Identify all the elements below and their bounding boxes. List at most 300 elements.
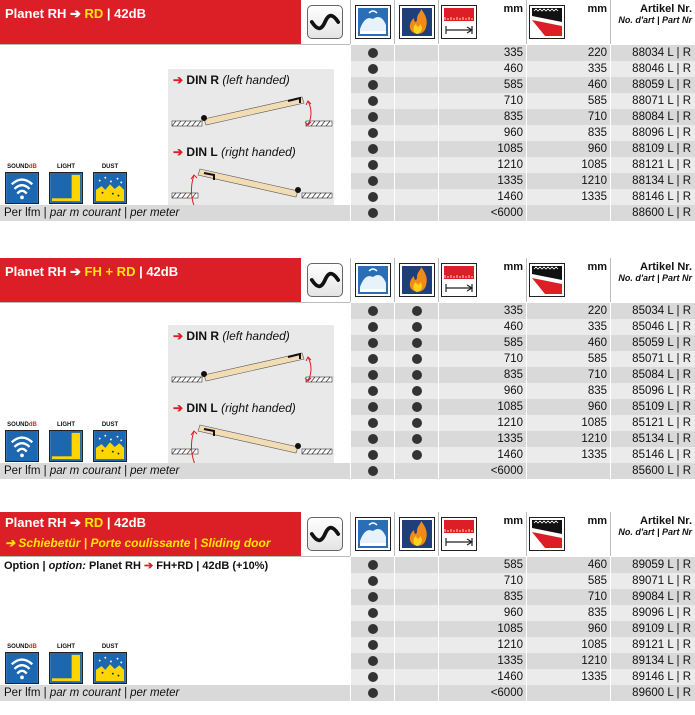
fire-availability-cell [394,189,438,205]
min-length-cell: 1335 [526,447,610,463]
table-row [350,77,695,93]
min-length-cell: 585 [526,93,610,109]
badge-dust-label: DUST [101,422,119,428]
table-row [350,447,695,463]
sound-availability-cell [350,303,394,319]
max-length-cell: <6000 [438,463,526,479]
max-length-cell: 960 [438,383,526,399]
min-length-cell: 220 [526,45,610,61]
badge-light-label: LIGHT [57,644,75,650]
article-number-cell: 88071 L | R [610,93,695,109]
availability-dot-icon [368,144,378,154]
article-number-cell: 85071 L | R [610,351,695,367]
fire-availability-cell [394,573,438,589]
fire-availability-cell [394,415,438,431]
sound-insulation-icon [355,517,391,551]
sound-wave-icon [5,430,39,462]
section-title [0,0,301,44]
per-meter-label-translated: par m courant | per meter [49,687,180,699]
article-label: Artikel Nr. [640,3,692,15]
title-model: Planet RH ➔ [5,264,85,279]
fire-availability-cell [394,383,438,399]
max-length-cell: 585 [438,557,526,573]
article-label: Artikel Nr. [640,261,692,273]
article-number-cell: 85059 L | R [610,335,695,351]
article-number-cell: 85046 L | R [610,319,695,335]
header-article [610,0,695,44]
availability-dot-icon [368,592,378,602]
max-length-cell: 1210 [438,637,526,653]
article-number-cell: 89109 L | R [610,621,695,637]
option-note [4,559,268,572]
header-mm-label: mm [587,261,607,273]
article-number-cell: 85146 L | R [610,447,695,463]
min-length-cell [526,463,610,479]
sound-availability-cell [350,141,394,157]
article-number-cell: 89059 L | R [610,557,695,573]
section-header [0,512,695,556]
max-length-cell: 835 [438,589,526,605]
min-length-cell: 460 [526,77,610,93]
min-length-cell: 460 [526,335,610,351]
fire-availability-cell [394,399,438,415]
availability-dot-icon [368,688,378,698]
fire-availability-cell [394,351,438,367]
badge-dust [93,643,127,689]
arrow-icon: ➔ [173,145,184,159]
max-length-cell: <6000 [438,685,526,701]
min-length-cell: 585 [526,351,610,367]
sound-availability-cell [350,621,394,637]
header-mm-label: mm [587,515,607,527]
table-row [350,303,695,319]
fire-availability-cell [394,605,438,621]
table-row [350,637,695,653]
max-length-cell: 1335 [438,653,526,669]
fire-availability-cell [394,93,438,109]
availability-dot-icon [368,338,378,348]
fire-availability-cell [394,685,438,701]
availability-dot-icon [368,450,378,460]
fire-availability-cell [394,669,438,685]
max-length-cell: 835 [438,109,526,125]
min-length-cell: 585 [526,573,610,589]
min-length-cell: 1210 [526,653,610,669]
article-number-cell: 88059 L | R [610,77,695,93]
fire-availability-cell [394,141,438,157]
table-row [350,109,695,125]
max-length-cell: 1085 [438,621,526,637]
article-number-cell: 88109 L | R [610,141,695,157]
max-length-cell: 1460 [438,189,526,205]
header-mm-a [438,512,526,556]
availability-dot-icon [368,96,378,106]
availability-dot-icon [368,402,378,412]
min-length-cell: 335 [526,61,610,77]
option-upgrade: FH+RD | 42dB (+10%) [153,560,269,572]
min-length-cell [526,685,610,701]
seal-profile-icon [307,263,343,297]
table-row [350,45,695,61]
sound-availability-cell [350,447,394,463]
article-number-cell: 89134 L | R [610,653,695,669]
subtitle-translations: Porte coulissante | Sliding door [90,536,271,550]
table-row [350,653,695,669]
badge-dust-label: DUST [101,644,119,650]
fire-availability-cell [394,463,438,479]
arrow-icon: ➔ [173,401,184,415]
feature-badges [5,163,135,211]
availability-dot-icon [368,208,378,218]
max-length-cell: 1460 [438,669,526,685]
availability-dot-icon [368,466,378,476]
availability-dot-icon [368,112,378,122]
availability-dot-icon [368,80,378,90]
din-r-desc: (left handed) [222,329,290,343]
header-sound-cell [350,258,394,302]
max-length-cell: 1210 [438,415,526,431]
per-meter-row [0,463,695,479]
din-r-label: DIN R [186,329,220,343]
measure-length-icon [441,517,477,551]
header-article [610,258,695,302]
max-length-cell: 335 [438,303,526,319]
availability-dot-icon [368,418,378,428]
seal-profile-icon [307,517,343,551]
availability-dot-icon [368,386,378,396]
header-mm-label: mm [503,3,523,15]
fire-availability-cell [394,589,438,605]
article-number-cell: 85109 L | R [610,399,695,415]
sound-insulation-icon [355,263,391,297]
sound-wave-icon [5,652,39,684]
cut-length-icon [529,263,565,297]
badge-sound-label: SOUND [7,422,29,428]
sound-availability-cell [350,173,394,189]
article-number-cell: 85096 L | R [610,383,695,399]
per-meter-label-de: Per lfm | [4,207,50,219]
table-row [350,173,695,189]
availability-dot-icon [412,354,422,364]
light-seal-icon [49,430,83,462]
table-row [350,431,695,447]
sound-availability-cell [350,351,394,367]
sound-availability-cell [350,125,394,141]
measure-length-icon [441,5,477,39]
table-row [350,351,695,367]
sound-availability-cell [350,653,394,669]
title-variant: RD [84,515,104,530]
header-fire-cell [394,258,438,302]
badge-sound-unit: dB [28,644,37,650]
arrow-icon: ➔ [173,73,184,87]
din-r-drawing [168,347,334,397]
article-number-cell: 85600 L | R [610,463,695,479]
table-row [350,157,695,173]
sound-availability-cell [350,205,394,221]
title-rating: | 42dB [135,264,179,279]
availability-dot-icon [368,176,378,186]
door-diagram [168,325,334,475]
header-sound-cell [350,512,394,556]
article-label-translated: No. d'art | Part Nr [618,15,692,25]
section-title [0,258,301,302]
door-diagram [168,69,334,219]
header-mm-a [438,0,526,44]
seal-profile-icon [307,5,343,39]
availability-dot-icon [368,160,378,170]
max-length-cell: 585 [438,77,526,93]
sound-availability-cell [350,157,394,173]
per-meter-label [0,685,350,701]
badge-light [49,643,83,689]
max-length-cell: 1335 [438,173,526,189]
min-length-cell: 460 [526,557,610,573]
badge-sound [5,643,39,689]
max-length-cell: 1335 [438,431,526,447]
fire-availability-cell [394,367,438,383]
article-number-cell: 88084 L | R [610,109,695,125]
header-mm-label: mm [587,3,607,15]
fire-availability-cell [394,319,438,335]
title-variant: RD [84,6,104,21]
per-meter-label [0,205,350,221]
badge-sound-label: SOUND [7,644,29,650]
sound-availability-cell [350,637,394,653]
option-label: Option | [4,560,49,572]
table-row [350,621,695,637]
table-row [350,141,695,157]
availability-dot-icon [412,418,422,428]
header-mm-b [526,258,610,302]
fire-availability-cell [394,45,438,61]
sound-availability-cell [350,367,394,383]
din-l-desc: (right handed) [221,145,296,159]
article-number-cell: 88134 L | R [610,173,695,189]
sound-availability-cell [350,573,394,589]
availability-dot-icon [368,306,378,316]
header-fire-cell [394,0,438,44]
table-row [350,589,695,605]
min-length-cell: 1335 [526,669,610,685]
subtitle-type: ➔ Schiebetür | [5,536,91,550]
badge-light [49,421,83,467]
min-length-cell: 710 [526,589,610,605]
product-section-1 [0,0,695,240]
max-length-cell: 1460 [438,447,526,463]
min-length-cell: 1210 [526,173,610,189]
table-row [350,399,695,415]
sound-availability-cell [350,431,394,447]
availability-dot-icon [368,656,378,666]
cut-length-icon [529,5,565,39]
per-meter-label [0,463,350,479]
article-number-cell: 89146 L | R [610,669,695,685]
arrow-icon: ➔ [173,329,184,343]
article-number-cell: 89071 L | R [610,573,695,589]
fire-availability-cell [394,653,438,669]
header-mm-b [526,0,610,44]
header-mm-b [526,512,610,556]
sound-availability-cell [350,669,394,685]
sound-availability-cell [350,93,394,109]
availability-dot-icon [368,608,378,618]
article-number-cell: 88146 L | R [610,189,695,205]
fire-availability-cell [394,109,438,125]
max-length-cell: 1210 [438,157,526,173]
min-length-cell: 960 [526,141,610,157]
badge-sound-unit: dB [28,422,37,428]
availability-dot-icon [412,306,422,316]
per-meter-row [0,205,695,221]
article-number-cell: 89600 L | R [610,685,695,701]
article-number-cell: 85084 L | R [610,367,695,383]
per-meter-label-translated: par m courant | per meter [49,465,180,477]
sound-availability-cell [350,319,394,335]
fire-availability-cell [394,335,438,351]
min-length-cell: 960 [526,621,610,637]
badge-light-label: LIGHT [57,164,75,170]
sound-availability-cell [350,45,394,61]
per-meter-label-de: Per lfm | [4,687,50,699]
availability-dot-icon [368,672,378,682]
article-label-translated: No. d'art | Part Nr [618,527,692,537]
availability-dot-icon [368,192,378,202]
per-meter-values [350,205,695,221]
availability-dot-icon [412,370,422,380]
din-r-drawing [168,91,334,141]
badge-sound [5,421,39,467]
sound-availability-cell [350,61,394,77]
min-length-cell [526,205,610,221]
fire-availability-cell [394,557,438,573]
max-length-cell: 960 [438,125,526,141]
per-meter-label-de: Per lfm | [4,465,50,477]
sound-availability-cell [350,605,394,621]
availability-dot-icon [412,386,422,396]
min-length-cell: 960 [526,399,610,415]
table-row [350,319,695,335]
din-l-label: DIN L [186,145,218,159]
info-panel [0,556,350,698]
min-length-cell: 1085 [526,637,610,653]
product-section-2 [0,258,695,494]
per-meter-values [350,685,695,701]
badge-dust [93,421,127,467]
fire-availability-cell [394,621,438,637]
header-mm-label: mm [503,261,523,273]
availability-dot-icon [368,624,378,634]
section-header [0,0,695,44]
min-length-cell: 835 [526,605,610,621]
light-seal-icon [49,652,83,684]
sound-availability-cell [350,77,394,93]
article-number-cell: 85134 L | R [610,431,695,447]
fire-availability-cell [394,303,438,319]
title-rating: | 42dB [103,6,146,21]
din-r-desc: (left handed) [222,73,290,87]
max-length-cell: 710 [438,93,526,109]
dust-seal-icon [93,430,127,462]
max-length-cell: 1085 [438,399,526,415]
badge-sound-label: SOUND [7,164,29,170]
table-row [350,93,695,109]
table-row [350,573,695,589]
badge-sound [5,163,39,209]
min-length-cell: 1335 [526,189,610,205]
din-l-desc: (right handed) [221,401,296,415]
max-length-cell: 460 [438,319,526,335]
availability-dot-icon [368,64,378,74]
section-title [0,512,301,556]
table-row [350,605,695,621]
title-rating: | 42dB [103,515,146,530]
sound-availability-cell [350,589,394,605]
header-article [610,512,695,556]
max-length-cell: 710 [438,573,526,589]
header-mm-a [438,258,526,302]
badge-dust-label: DUST [101,164,119,170]
sound-availability-cell [350,335,394,351]
badge-sound-unit: dB [28,164,37,170]
min-length-cell: 835 [526,125,610,141]
fire-protection-icon [399,517,435,551]
max-length-cell: 1085 [438,141,526,157]
availability-dot-icon [368,128,378,138]
max-length-cell: 460 [438,61,526,77]
feature-badges [5,421,135,469]
article-number-cell: 85034 L | R [610,303,695,319]
fire-availability-cell [394,205,438,221]
max-length-cell: 960 [438,605,526,621]
max-length-cell: 335 [438,45,526,61]
table-row [350,335,695,351]
sound-wave-icon [5,172,39,204]
sound-availability-cell [350,415,394,431]
dust-seal-icon [93,652,127,684]
sound-availability-cell [350,685,394,701]
fire-availability-cell [394,61,438,77]
table-row [350,367,695,383]
fire-protection-icon [399,5,435,39]
max-length-cell: <6000 [438,205,526,221]
min-length-cell: 220 [526,303,610,319]
header-fire-cell [394,512,438,556]
table-row [350,669,695,685]
title-model: Planet RH ➔ [5,6,85,21]
availability-dot-icon [412,402,422,412]
min-length-cell: 1210 [526,431,610,447]
article-number-cell: 88034 L | R [610,45,695,61]
option-model: Planet RH [85,560,144,572]
availability-dot-icon [368,576,378,586]
max-length-cell: 835 [438,367,526,383]
availability-dot-icon [412,338,422,348]
article-number-cell: 85121 L | R [610,415,695,431]
fire-availability-cell [394,637,438,653]
sound-availability-cell [350,399,394,415]
fire-availability-cell [394,173,438,189]
title-model: Planet RH ➔ [5,515,85,530]
table-row [350,125,695,141]
availability-dot-icon [368,322,378,332]
availability-dot-icon [412,450,422,460]
min-length-cell: 1085 [526,157,610,173]
arrow-icon: ➔ [143,560,154,572]
article-number-cell: 88121 L | R [610,157,695,173]
table-row [350,383,695,399]
availability-dot-icon [368,370,378,380]
